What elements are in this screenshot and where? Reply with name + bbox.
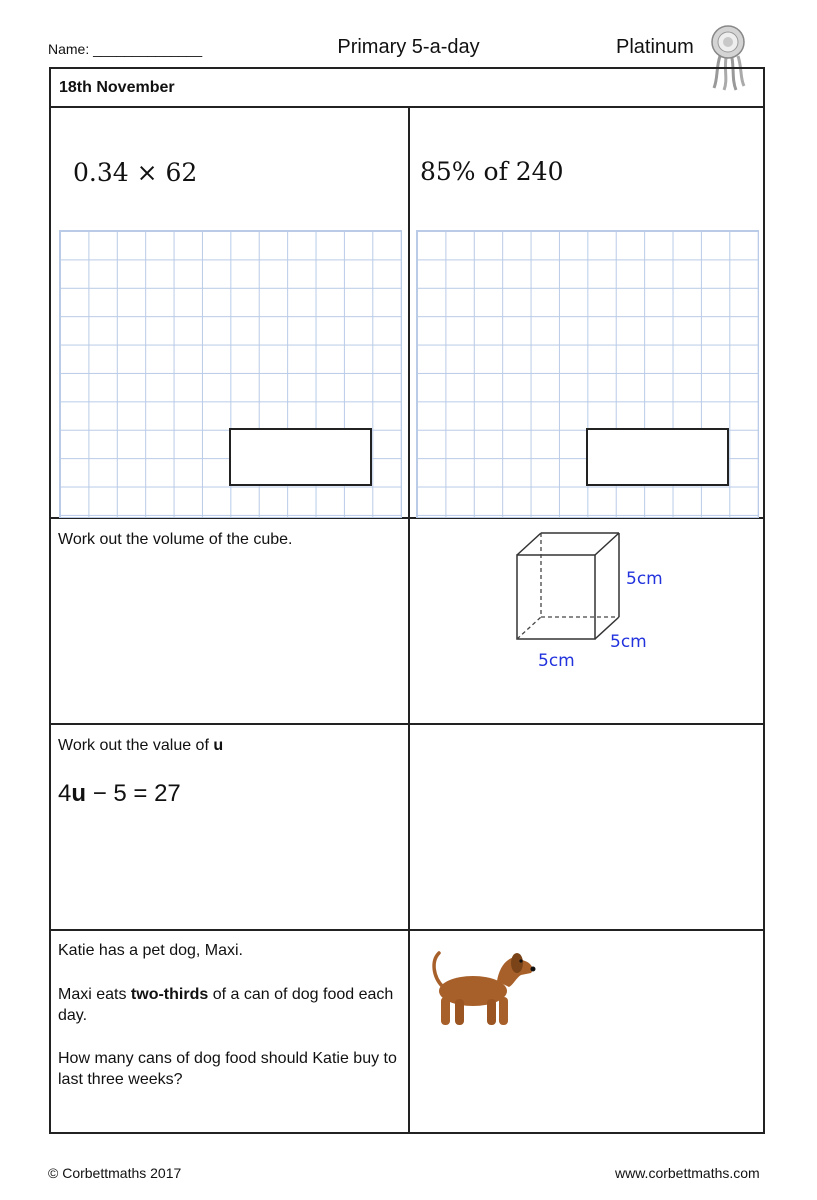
cube-label-height: 5cm (626, 569, 663, 589)
q3-text: Work out the volume of the cube. (58, 531, 293, 548)
q4-equation: 4u − 5 = 27 (58, 780, 181, 807)
cube-label-width: 5cm (538, 651, 575, 671)
worksheet-grid (49, 67, 765, 1134)
cube-label-depth: 5cm (610, 632, 647, 652)
website-link[interactable]: www.corbettmaths.com (615, 1165, 760, 1181)
q1-expression: 0.34 × 62 (73, 158, 198, 187)
dog-icon (425, 947, 537, 1031)
q5-line3: How many cans of dog food should Katie buy to last three weeks? (58, 1050, 397, 1088)
name-field-label: Name: ______________ (48, 41, 203, 57)
page-title: Primary 5-a-day (337, 36, 480, 58)
q5-line2: Maxi eats two-thirds of a can of dog food each day. (58, 986, 394, 1024)
q1-answer-box[interactable] (229, 428, 372, 486)
q2-expression: 85% of 240 (420, 157, 564, 186)
level-label: Platinum (616, 36, 694, 58)
q2-answer-box[interactable] (586, 428, 729, 486)
copyright-text: © Corbettmaths 2017 (48, 1165, 182, 1181)
q4-text: Work out the value of u (58, 737, 224, 754)
cube-diagram (501, 527, 701, 677)
date-label: 18th November (59, 79, 175, 96)
q5-line1: Katie has a pet dog, Maxi. (58, 942, 243, 959)
